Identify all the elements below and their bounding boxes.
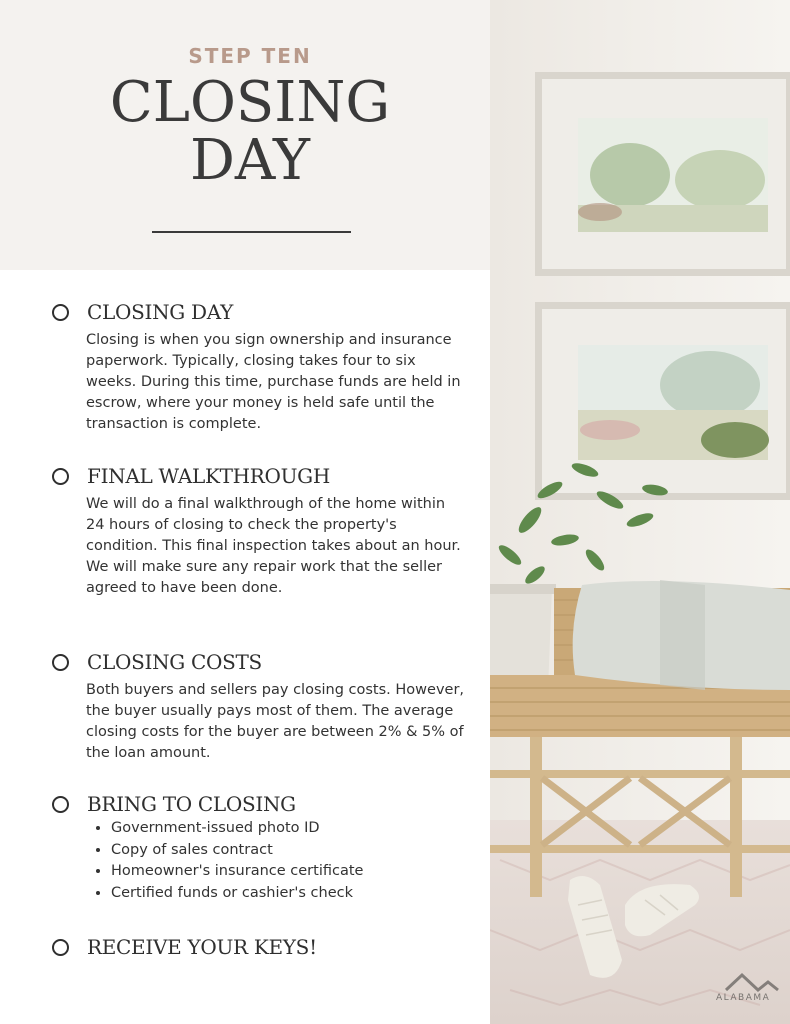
checkbox-circle-icon — [52, 654, 69, 671]
interior-photo — [490, 0, 790, 1024]
framed-art-top — [535, 72, 790, 276]
section-title: CLOSING COSTS — [87, 650, 262, 674]
section-title: CLOSING DAY — [87, 300, 233, 324]
page-title — [0, 70, 500, 193]
framed-art-bottom — [535, 302, 790, 500]
section-body: Closing is when you sign ownership and insurance paperwork. Typically, closing takes four to six weeks. During this time, purchase funds are held in escrow, where your money is held safe until the transaction is complete. — [86, 332, 461, 432]
section-title: FINAL WALKTHROUGH — [87, 464, 330, 488]
checkbox-circle-icon — [52, 304, 69, 321]
watermark-text: ALABAMA — [716, 993, 771, 1003]
step-label: STEP TEN — [188, 44, 312, 68]
checkbox-circle-icon — [52, 939, 69, 956]
section-title: BRING TO CLOSING — [87, 792, 296, 816]
title-line-2: DAY — [189, 128, 311, 193]
title-divider — [152, 231, 351, 233]
list-item: • Government-issued photo ID — [111, 818, 363, 840]
list-item: • Homeowner's insurance certificate — [111, 861, 363, 883]
header-block — [0, 0, 490, 270]
title-line-1: CLOSING — [109, 70, 391, 135]
list-item: • Certified funds or cashier's check — [111, 883, 363, 905]
list-item: • Copy of sales contract — [111, 840, 363, 862]
checkbox-circle-icon — [52, 468, 69, 485]
section-body: Both buyers and sellers pay closing costs. However, the buyer usually pays most of them. The average closing costs for the buyer are between 2% & 5% of the loan amount. — [86, 682, 465, 761]
section-title: RECEIVE YOUR KEYS! — [87, 935, 317, 959]
bring-list — [90, 818, 363, 904]
checkbox-circle-icon — [52, 796, 69, 813]
section-body: We will do a final walkthrough of the home within 24 hours of closing to check the property's condition. This final inspection takes about an hour. We will make sure any repair work that the seller agreed to have been done. — [86, 496, 461, 596]
